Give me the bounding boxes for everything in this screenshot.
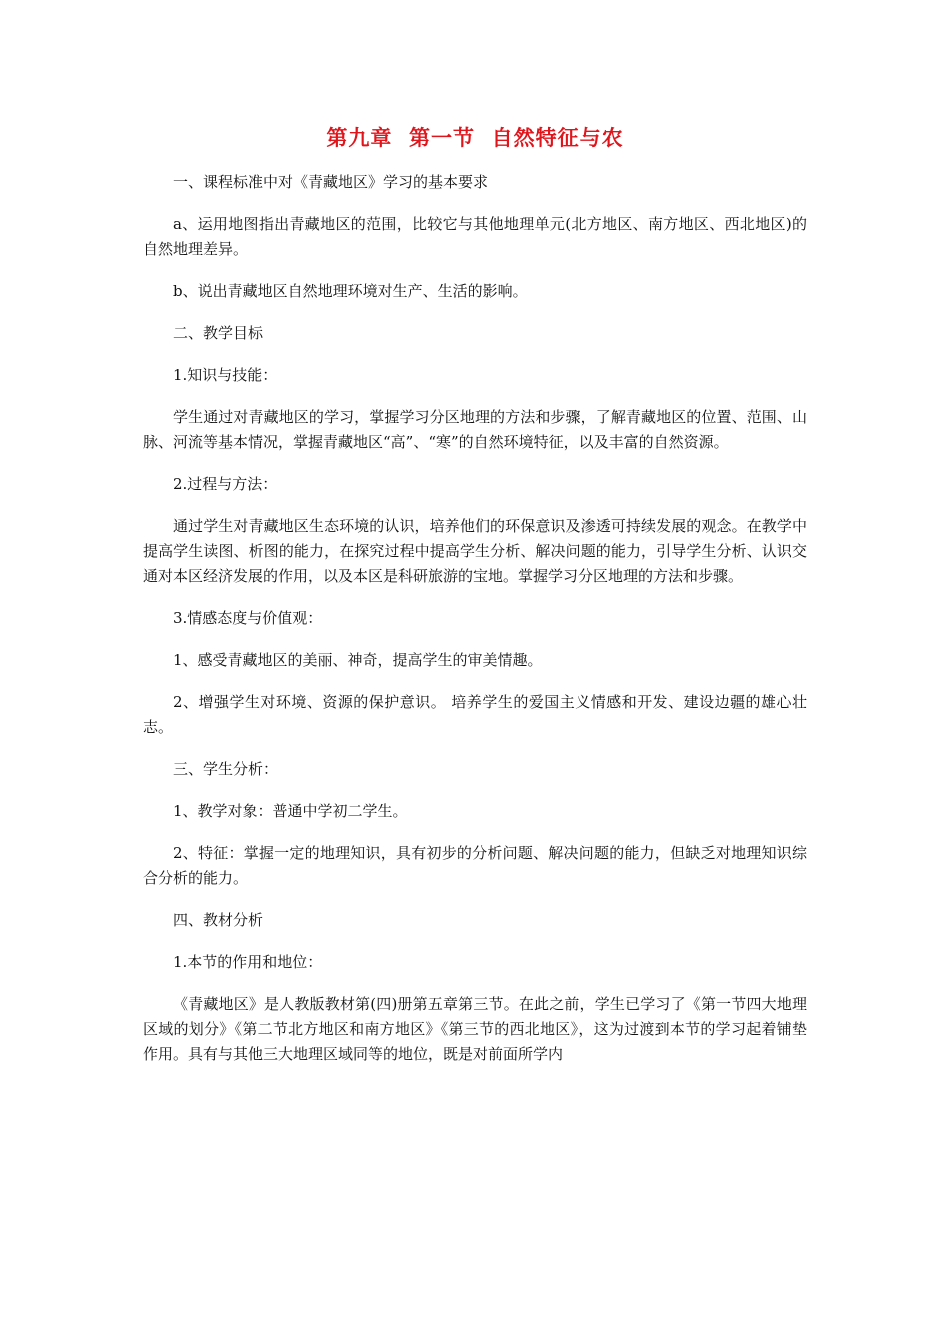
requirement-a: a、运用地图指出青藏地区的范围，比较它与其他地理单元(北方地区、南方地区、西北地区)的自然地理差异。 [143, 215, 807, 258]
attitude-item-1: 1、感受青藏地区的美丽、神奇，提高学生的审美情趣。 [173, 651, 543, 669]
subheading-process-methods: 2.过程与方法： [173, 475, 278, 493]
subheading-knowledge-skills: 1.知识与技能： [173, 366, 278, 384]
subheading-role-and-position: 1.本节的作用和地位： [173, 953, 323, 971]
section-heading-teaching-goals: 二、教学目标 [173, 324, 264, 342]
paragraph-role-and-position: 《青藏地区》是人教版教材第(四)册第五章第三节。在此之前，学生已学习了《第一节四大地理区域的划分》《第二节北方地区和南方地区》《第三节的西北地区》，这为过渡到本节的学习起着铺垫作用。具有与其他三大地理区域同等的地位，既是对前面所学内 [143, 995, 807, 1063]
paragraph-process-methods: 通过学生对青藏地区生态环境的认识，培养他们的环保意识及渗透可持续发展的观念。在教学中提高学生读图、析图的能力，在探究过程中提高学生分析、解决问题的能力，引导学生分析、认识交通对本区经济发展的作用，以及本区是科研旅游的宝地。掌握学习分区地理的方法和步骤。 [143, 517, 807, 585]
subheading-attitudes-values: 3.情感态度与价值观： [173, 609, 323, 627]
attitude-item-2: 2、增强学生对环境、资源的保护意识。 培养学生的爱国主义情感和开发、建设边疆的雄心壮志。 [143, 693, 807, 736]
paragraph-knowledge-skills: 学生通过对青藏地区的学习，掌握学习分区地理的方法和步骤，了解青藏地区的位置、范围、山脉、河流等基本情况，掌握青藏地区“高”、“寒”的自然环境特征，以及丰富的自然资源。 [143, 408, 807, 451]
section-heading-curriculum-standards: 一、课程标准中对《青藏地区》学习的基本要求 [173, 173, 489, 191]
section-heading-student-analysis: 三、学生分析： [173, 760, 279, 778]
requirement-b: b、说出青藏地区自然地理环境对生产、生活的影响。 [173, 282, 528, 300]
student-analysis-item-2: 2、特征：掌握一定的地理知识，具有初步的分析问题、解决问题的能力，但缺乏对地理知识综合分析的能力。 [143, 844, 807, 887]
section-heading-textbook-analysis: 四、教材分析 [173, 911, 264, 929]
page-title: 第九章 第一节 自然特征与农 [326, 126, 624, 150]
student-analysis-item-1: 1、教学对象：普通中学初二学生。 [173, 802, 408, 820]
document-body [143, 170, 807, 1067]
